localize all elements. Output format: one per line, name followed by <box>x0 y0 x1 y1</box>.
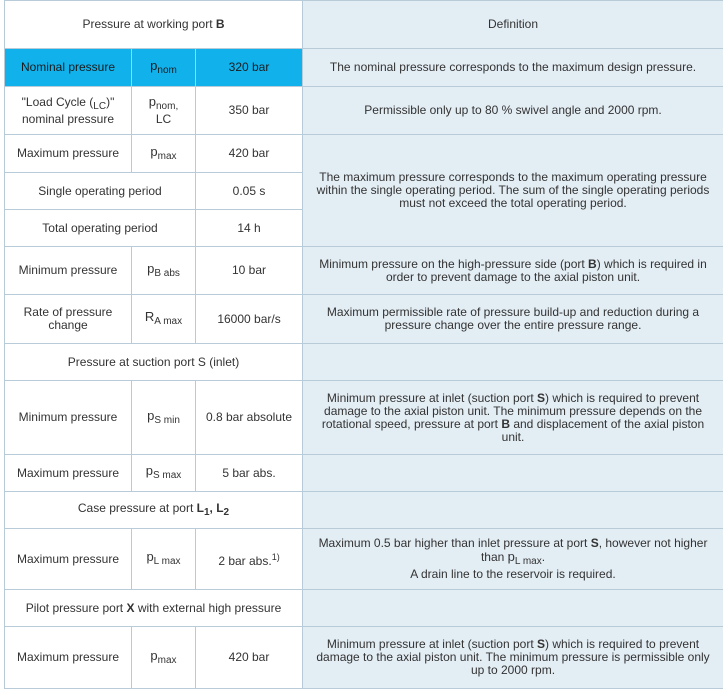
header-left-text: Pressure at working port <box>82 17 216 31</box>
row-pilot-maximum <box>5 627 723 689</box>
pilot-max-sub: max <box>157 654 177 666</box>
case-max-footnote: 1) <box>271 551 280 562</box>
case-max-def-port: S <box>590 536 599 550</box>
rate-symbol <box>132 295 196 344</box>
row-rate-of-change <box>5 295 723 344</box>
case-max-def-sub: L max <box>514 556 542 567</box>
nominal-sym: p <box>150 57 158 73</box>
suction-min-def-b: ) which is required to prevent damage to the axial piston unit. The minimum pressure depends on the rotational speed, pressure at port <box>321 390 703 431</box>
loadcycle-definition: Permissible only up to 80 % swivel angle and 2000 rpm. <box>303 87 723 135</box>
case-header-l: L <box>196 500 204 515</box>
pilot-header-suffix: with external high pressure <box>134 600 282 615</box>
suction-max-label: Maximum pressure <box>5 455 132 492</box>
pilot-max-symbol <box>132 627 196 689</box>
suction-min-sub: S min <box>154 414 180 426</box>
pilot-max-sym: p <box>150 647 158 663</box>
maximum-symbol <box>132 135 196 173</box>
minimum-def-a: Minimum pressure on the high-pressure side (port <box>319 256 589 271</box>
row-nominal-pressure <box>5 49 723 87</box>
pilot-max-definition <box>303 627 723 689</box>
loadcycle-label <box>5 87 132 135</box>
nominal-value: 320 bar <box>196 49 303 87</box>
loadcycle-symbol <box>132 87 196 135</box>
maximum-value: 420 bar <box>196 135 303 173</box>
suction-min-value: 0.8 bar absolute <box>196 381 303 455</box>
minimum-symbol <box>132 247 196 295</box>
case-max-def-c: . <box>541 550 546 564</box>
minimum-value: 10 bar <box>196 247 303 295</box>
suction-min-def-port2: B <box>501 416 510 431</box>
pilot-header-prefix: Pilot pressure port <box>25 600 127 615</box>
loadcycle-sub2: LC <box>155 112 172 126</box>
case-max-label: Maximum pressure <box>5 529 132 590</box>
pilot-header <box>5 590 303 627</box>
suction-min-def-port: S <box>537 390 546 405</box>
suction-min-def-c: and displacement of the axial piston unit. <box>501 416 705 444</box>
case-max-def-b: , however not higher than <box>480 536 708 564</box>
suction-min-def-a: Minimum pressure at inlet (suction port <box>326 390 537 405</box>
row-pilot-header <box>5 590 723 627</box>
row-case-maximum <box>5 529 723 590</box>
loadcycle-label-b: )" <box>106 94 115 109</box>
pilot-max-def-b: ) which is required to prevent damage to the axial piston unit. The minimum pressure is permissible only up to 2000 rpm. <box>316 637 710 677</box>
row-load-cycle <box>5 87 723 135</box>
pilot-header-def <box>303 590 723 627</box>
pressure-table <box>4 0 723 689</box>
case-max-value <box>196 529 303 590</box>
suction-max-sym: p <box>145 463 153 478</box>
minimum-def-port: B <box>588 256 597 271</box>
header-port-b: B <box>215 17 225 31</box>
suction-header: Pressure at suction port S (inlet) <box>5 344 303 381</box>
maximum-definition: The maximum pressure corresponds to the maximum operating pressure within the single operating period. The sum of the single operating periods must not exceed the total operating period. <box>303 135 723 247</box>
loadcycle-label-a: "Load Cycle ( <box>21 94 94 109</box>
suction-min-symbol <box>132 381 196 455</box>
case-header-prefix: Case pressure at port <box>77 500 197 515</box>
pilot-max-def-a: Minimum pressure at inlet (suction port <box>326 637 537 651</box>
row-case-header <box>5 492 723 529</box>
minimum-sym: p <box>147 260 155 276</box>
single-value: 0.05 s <box>196 173 303 210</box>
maximum-sym: p <box>150 143 158 159</box>
loadcycle-value: 350 bar <box>196 87 303 135</box>
rate-sub: A max <box>154 316 183 327</box>
case-max-definition <box>303 529 723 590</box>
total-value: 14 h <box>196 210 303 247</box>
case-max-def-sym: p <box>507 549 515 564</box>
minimum-def-b: ) which is required in order to prevent damage to the axial piston unit. <box>385 256 707 284</box>
loadcycle-label-lc: LC <box>93 100 107 112</box>
suction-min-definition <box>303 381 723 455</box>
suction-max-definition <box>303 455 723 492</box>
total-label: Total operating period <box>5 210 196 247</box>
rate-label: Rate of pressure change <box>5 295 132 344</box>
suction-header-def <box>303 344 723 381</box>
suction-max-value: 5 bar abs. <box>196 455 303 492</box>
suction-min-label: Minimum pressure <box>5 381 132 455</box>
nominal-label: Nominal pressure <box>5 49 132 87</box>
single-label: Single operating period <box>5 173 196 210</box>
minimum-sub: B abs <box>154 267 180 279</box>
case-max-sym: p <box>146 549 154 564</box>
rate-definition: Maximum permissible rate of pressure build-up and reduction during a pressure change over the entire pressure range. <box>303 295 723 344</box>
header-row <box>5 1 723 49</box>
case-max-def-line2: A drain line to the reservoir is required. <box>410 567 616 581</box>
row-suction-maximum <box>5 455 723 492</box>
header-definition: Definition <box>303 1 723 49</box>
case-max-symbol <box>132 529 196 590</box>
nominal-sub: nom <box>157 64 177 76</box>
loadcycle-label-c: nominal pressure <box>21 111 115 126</box>
row-maximum-pressure <box>5 135 723 173</box>
minimum-label: Minimum pressure <box>5 247 132 295</box>
loadcycle-sym: p <box>148 94 156 109</box>
row-suction-header <box>5 344 723 381</box>
nominal-symbol <box>132 49 196 87</box>
case-header <box>5 492 303 529</box>
suction-max-symbol <box>132 455 196 492</box>
case-max-sub: L max <box>153 556 181 567</box>
maximum-sub: max <box>157 150 177 162</box>
pilot-max-label: Maximum pressure <box>5 627 132 689</box>
maximum-label: Maximum pressure <box>5 135 132 173</box>
rate-value: 16000 bar/s <box>196 295 303 344</box>
suction-max-sub: S max <box>152 470 182 481</box>
suction-min-sym: p <box>147 407 155 423</box>
case-max-value-text: 2 bar abs. <box>218 553 272 568</box>
case-header-sep: , <box>209 500 217 515</box>
minimum-definition <box>303 247 723 295</box>
row-minimum-pressure <box>5 247 723 295</box>
case-header-l-second: L <box>216 500 224 515</box>
nominal-definition: The nominal pressure corresponds to the maximum design pressure. <box>303 49 723 87</box>
case-header-l2: 2 <box>223 506 230 518</box>
loadcycle-sub: nom, <box>156 101 179 112</box>
pilot-header-port: X <box>126 600 135 615</box>
pilot-max-value: 420 bar <box>196 627 303 689</box>
row-suction-minimum <box>5 381 723 455</box>
case-header-l1: 1 <box>203 506 210 518</box>
rate-sym: R <box>144 309 155 324</box>
header-working-port <box>5 1 303 49</box>
case-header-def <box>303 492 723 529</box>
pilot-max-def-port: S <box>537 637 546 651</box>
case-max-def-a: Maximum 0.5 bar higher than inlet pressure at port <box>318 536 591 550</box>
